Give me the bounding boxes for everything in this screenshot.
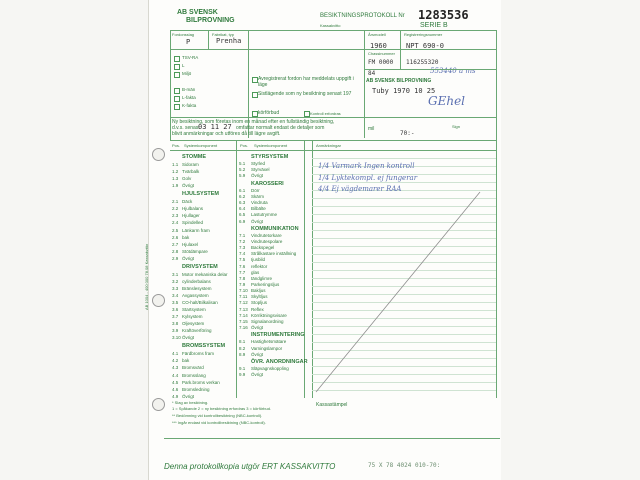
component-name: Övrigt [251,325,264,331]
component-name: Körriktningsvisare [251,312,287,318]
fabrikat-label: Fabrikat, typ [212,32,235,37]
section-title: INSTRUMENTERING [251,332,305,339]
sign-label: Sign [452,124,461,129]
component-pos: 2.9 [172,255,179,261]
component-pos: 4.5 [172,379,179,385]
component-pos: 2.7 [172,241,179,247]
component-pos: 4.6 [172,386,179,392]
remarks-header: Anmärkningar [316,143,341,148]
component-pos: 3.6 [172,307,179,313]
korforbud-label: körförbud [258,110,280,116]
component-pos: 7.2 [239,238,246,244]
component-name: Bromsledning [182,386,210,392]
component-pos: 1.9 [172,183,179,189]
kontroll-value: 116255320 [406,59,439,66]
component-name: Signalanordning [251,318,284,324]
component-header-right: Systemkomponent [254,143,288,148]
component-pos: 3.7 [172,314,179,320]
section-title: KAROSSERI [251,180,284,187]
company-name-line1: AB SVENSK [177,9,218,16]
component-name: Färdbroms fram [182,351,215,357]
component-name: Motor mekaniska delar [182,271,228,277]
pos-header-left: Pos. [172,143,181,148]
component-pos: 2.5 [172,227,179,233]
component-pos: 8.9 [239,351,246,357]
chassi-value: FM 0000 [368,59,394,66]
footnote-2: 1 = Spåkande 2 = ny besiktning erfordras 3 = körförbud. [172,406,272,411]
kontroll-label: Kontroll erfordras [310,111,341,116]
component-name: Bromsslang [182,372,206,378]
arsmodell-value: 1960 [370,42,387,50]
component-name: Länkarm fram [182,227,210,233]
chassi-label: Chassinummer [368,51,395,56]
check-label-tsv: TSV-RA [182,55,199,60]
section-title: STYRSYSTEM [251,154,289,160]
component-pos: 9.1 [239,365,246,371]
component-pos: 7.11 [239,294,248,300]
fordonsslag-label: Fordonsslag [172,32,195,37]
component-name: Styrled [251,161,266,167]
receipt-footer-text: Denna protokollkopia utgör ERT KASSAKVITTO [164,462,336,471]
component-name: glas [251,269,260,275]
receipt-stamp: 75 X 78 4024 010-70: [368,462,441,469]
component-name: Släpvagnskoppling [251,365,289,371]
component-name: Övrigt [182,255,195,261]
reg-label: Registreringsnummer [404,32,443,37]
component-pos: 2.2 [172,206,179,212]
component-name: Vindruta [251,200,268,206]
pos-header-right: Pos. [240,143,249,148]
senast-note: Sistlägende som ny besiktning senast 197 [258,91,352,97]
component-pos: 4.4 [172,372,179,378]
inspection-stamp-date: Tuby 1970 10 25 [372,87,436,95]
component-name: Övrigt [182,393,195,399]
component-pos: 6.9 [239,218,246,224]
reexam-text-2: d.v.s. senast [172,125,200,131]
component-pos: 7.14 [239,312,248,318]
avregistrerat-note: Avregistrerat fordon har meddelats uppgift i läge [258,76,354,88]
section-title: DRIVSYSTEM [182,263,218,270]
component-name: Kraftöverföring [182,328,212,334]
kassakvitto-label: Kassakvitto [320,23,341,28]
component-name: Vindrutetorkare [251,232,282,238]
component-pos: 5.1 [239,161,246,167]
component-name: Park.broms verkan [182,379,220,385]
component-pos: 7.10 [239,288,248,294]
component-name: Parkeringsljus [251,282,280,287]
component-pos: 6.5 [239,212,246,218]
component-name: Övrigt [251,351,264,357]
component-name: Övrigt [251,173,264,179]
component-pos: 6.3 [239,200,246,206]
check-label-lfakta: L-fakta [182,95,196,100]
component-pos: 3.9 [172,328,179,334]
check-label-bman: B-män [182,87,196,92]
component-pos: 2.3 [172,213,179,219]
component-pos: 3.8 [172,321,179,327]
component-name: bak [182,234,190,240]
handwritten-code: 553440 a ms [430,67,476,75]
component-pos: 7.9 [239,282,246,287]
footnote-3: ** Bedömning vid kontrollbesiktning (NBC-kontroll). [172,413,263,418]
component-name: Styrväxel [251,167,270,173]
component-name: Skärm [251,193,265,199]
section-title: STOMME [182,154,207,160]
component-pos: 7.16 [239,325,248,331]
component-pos: 1.2 [172,169,179,175]
component-pos: 6.1 [239,187,246,193]
component-pos: 7.15 [239,318,248,324]
component-name: Vindrutespolare [251,238,283,244]
section-title: BROMSSYSTEM [182,343,226,350]
component-name: Kylsystem [182,314,203,320]
component-pos: 9.9 [239,372,246,378]
component-pos: 8.1 [239,339,246,345]
component-name: Bakljus [251,288,266,294]
component-name: Tvärbalk [182,169,200,175]
reexam-text-1: Ny besiktning, som företas inom en månad efter en fullständig besiktning, [172,119,335,125]
component-pos: 7.8 [239,275,246,281]
arsmodell-label: Årsmodell [368,32,386,37]
component-name: Övrigt [182,335,195,341]
component-pos: 7.1 [239,232,246,238]
component-pos: 8.2 [239,345,246,351]
component-pos: 3.2 [172,278,179,284]
component-pos: 7.5 [239,257,246,263]
component-name: Ijusbild [251,257,266,263]
component-name: Stötdämpare [182,248,208,254]
component-name: Spindelled [182,220,204,226]
component-header-left: Systemkomponent [184,143,218,148]
reexam-date: 03 11 27 [198,123,232,131]
fee-value: 70:- [400,130,415,137]
component-name: Hjullager [182,213,200,219]
inspector-signature: GEhel [428,94,466,108]
reexam-text-4: blivit anmärkningar och utföres då till lägre avgift. [172,131,281,137]
check-label-l: L [182,63,185,68]
component-name: CO-halt/Bilkalisan [182,300,218,305]
component-name: Lastutrymme [251,212,278,218]
component-name: Skyltljus [251,294,268,300]
component-name: tändglimre [251,275,273,281]
component-name: Golv [182,176,192,182]
series-label: SERIE B [420,22,448,29]
component-pos: 6.2 [239,193,246,199]
component-name: Startsystem [182,307,206,313]
component-pos: 7.4 [239,251,246,257]
component-name: Avgassystem [182,292,209,298]
form-number: 1283536 [418,8,469,22]
check-label-kfakta: K-fakta [182,103,197,108]
component-name: Övrigt [251,218,264,224]
inspection-stamp-line1: AB SVENSK BILPROVNING [366,78,432,84]
component-name: Dörr [251,187,260,193]
component-pos: 7.7 [239,269,246,275]
remark-3: 4/4 Ej vägdemarer RAA [318,185,402,193]
component-pos: 4.1 [172,351,179,357]
component-name: Hjulaxel [182,241,199,247]
reexam-text-3: omfattar normalt endast de detaljer som [236,125,325,131]
form-title: BESIKTNINGSPROTOKOLL Nr [320,13,405,19]
footnote-1: * Slag av besiktning. [172,400,209,405]
side-print-code: AB 1004 - 400 000 78.08 Kassakvitto [144,243,149,310]
component-name: reflektor [251,263,268,269]
component-name: Strålkastare inställning [251,251,297,257]
fordonsslag-value: P [186,38,191,46]
remark-1: 1/4 Varmark Ingen kontroll [318,162,415,170]
component-pos: 2.1 [172,199,179,205]
section-title: HJULSYSTEM [182,191,219,198]
component-name: Varningslampor [251,345,283,351]
footnote-4: *** Ingår endast vid kontrollbesiktning (NBC-kontroll). [172,420,266,425]
remark-2: 1/4 Lyktekompl. ej fungerar [318,174,418,182]
reg-value: NPT 690-0 [406,42,444,50]
company-name-line2: BILPROVNING [186,17,235,24]
component-pos: 4.9 [172,393,179,399]
component-pos: 7.12 [239,300,248,306]
component-name: Däck [182,199,193,205]
component-pos: 7.6 [239,263,246,269]
component-pos: 3.5 [172,300,179,305]
component-pos: 5.2 [239,167,246,173]
component-name: cylinderbalans [182,278,211,284]
component-pos: 7.13 [239,306,248,312]
component-pos: 2.6 [172,234,179,240]
component-name: Bränslesystem [182,285,212,291]
component-pos: 4.3 [172,365,179,371]
component-name: Stopljus [251,300,268,306]
component-name: bak [182,358,190,364]
component-name: Övrigt [251,372,264,378]
component-pos: 3.4 [172,292,179,298]
component-name: Oljesystem [182,321,205,327]
section-title: ÖVR. ANORDNINGAR [251,358,308,365]
component-pos: 3.10 [172,335,181,341]
component-pos: 4.2 [172,358,179,364]
component-pos: 2.4 [172,220,179,226]
component-name: Sidoram [182,162,199,168]
component-pos: 5.9 [239,173,246,179]
component-name: Hastighetsmätare [251,339,287,345]
component-name: Reflex [251,306,264,312]
component-pos: 1.3 [172,176,179,182]
component-pos: 3.1 [172,271,179,277]
component-pos: 1.1 [172,162,179,168]
component-name: Hjulbalans [182,206,204,212]
component-pos: 3.3 [172,285,179,291]
component-pos: 6.4 [239,206,246,212]
component-pos: 2.8 [172,248,179,254]
section-title: KOMMUNIKATION [251,225,299,232]
date-value: 84 [368,70,376,77]
component-name: Bromsvärd [182,365,204,371]
component-name: Övrigt [182,183,195,189]
component-pos: 7.3 [239,245,246,251]
fabrikat-value: Prenha [216,37,242,45]
check-label-miljo: Miljö [182,71,192,76]
kassastampel-label: Kassastämpel [316,402,348,408]
km-label: mil [368,126,375,132]
component-name: Backspegel [251,245,275,251]
component-name: Bilbälte [251,206,266,212]
